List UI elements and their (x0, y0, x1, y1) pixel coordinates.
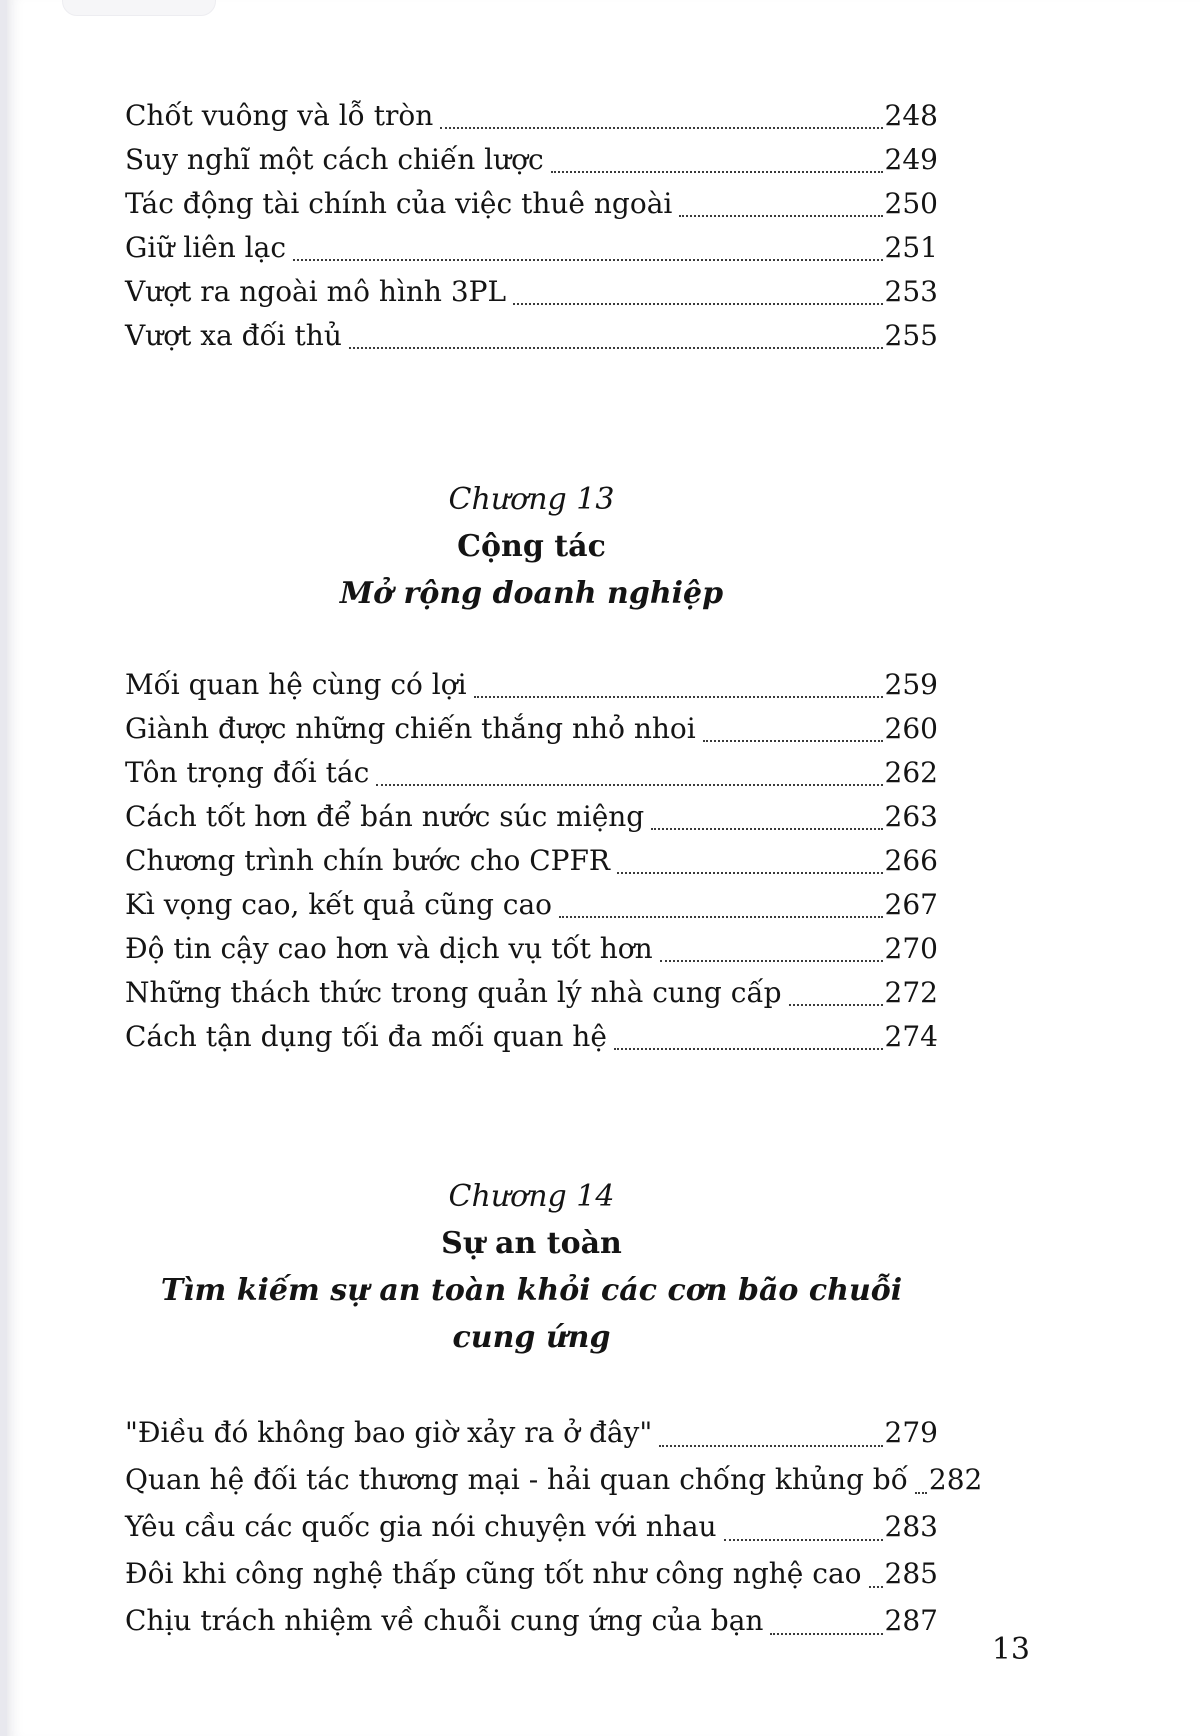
chapter-subtitle: Tìm kiếm sự an toàn khỏi các cơn bão chuỗi cung ứng (160, 1273, 903, 1355)
entry-page: 263 (884, 800, 938, 833)
entry-title: Chốt vuông và lỗ tròn (125, 99, 434, 132)
dot-leader (679, 215, 882, 217)
entry-title: Quan hệ đối tác thương mại - hải quan chống khủng bố (125, 1463, 908, 1496)
entry-title: Yêu cầu các quốc gia nói chuyện với nhau (125, 1510, 717, 1543)
dot-leader (651, 828, 882, 830)
entry-page: 249 (884, 143, 938, 176)
toc-entry (125, 663, 938, 707)
entry-page: 279 (884, 1416, 938, 1449)
dot-leader (617, 872, 883, 874)
entry-title: Giành được những chiến thắng nhỏ nhoi (125, 712, 696, 745)
chapter-title: Sự an toàn (441, 1226, 622, 1261)
dot-leader (513, 303, 882, 305)
toc-entry (125, 839, 938, 883)
entry-page: 274 (884, 1020, 938, 1053)
chapter-number: Chương 13 (448, 482, 615, 517)
toc-entry (125, 1503, 938, 1550)
entry-title: Suy nghĩ một cách chiến lược (125, 143, 544, 176)
dot-leader (440, 127, 882, 129)
dot-leader (869, 1586, 883, 1588)
entry-page: 259 (884, 668, 938, 701)
toc-entry (125, 182, 938, 226)
entry-page: 250 (884, 187, 938, 220)
entry-title: "Điều đó không bao giờ xảy ra ở đây" (125, 1416, 653, 1449)
toc-entry (125, 1015, 938, 1059)
entry-page: 260 (884, 712, 938, 745)
dot-leader (551, 171, 883, 173)
entry-page: 253 (884, 275, 938, 308)
entry-page: 255 (884, 319, 938, 352)
entry-title: Mối quan hệ cùng có lợi (125, 668, 467, 701)
entry-title: Vượt xa đối thủ (125, 319, 342, 352)
entry-title: Kì vọng cao, kết quả cũng cao (125, 888, 553, 921)
toc-entry (125, 883, 938, 927)
page-number: 13 (991, 1632, 1030, 1667)
entry-page: 270 (884, 932, 938, 965)
toc-entry (125, 226, 938, 270)
toc-entry (125, 1409, 938, 1456)
toc-entry (125, 270, 938, 314)
entry-title: Chương trình chín bước cho CPFR (125, 844, 611, 877)
entry-title: Cách tận dụng tối đa mối quan hệ (125, 1020, 607, 1053)
dot-leader (474, 696, 883, 698)
toc-entry (125, 971, 938, 1015)
dot-leader (614, 1048, 883, 1050)
toc-entry (125, 751, 938, 795)
dot-leader (349, 347, 883, 349)
toc-entry (125, 707, 938, 751)
entry-title: Vượt ra ngoài mô hình 3PL (125, 275, 507, 308)
book-page (7, 0, 1200, 1736)
chapter-subtitle: Mở rộng doanh nghiệp (339, 576, 724, 611)
chapter-number: Chương 14 (448, 1179, 615, 1214)
entry-title: Độ tin cậy cao hơn và dịch vụ tốt hơn (125, 932, 653, 965)
entry-page: 272 (884, 976, 938, 1009)
dot-leader (376, 784, 882, 786)
toc-entry (125, 1550, 938, 1597)
entry-page: 267 (884, 888, 938, 921)
toc-entry (125, 795, 938, 839)
entry-page: 251 (884, 231, 938, 264)
top-ui-pill[interactable] (62, 0, 216, 16)
dot-leader (559, 916, 883, 918)
entry-page: 285 (884, 1557, 938, 1590)
entry-title: Cách tốt hơn để bán nước súc miệng (125, 800, 645, 833)
dot-leader (770, 1633, 882, 1635)
entry-page: 262 (884, 756, 938, 789)
dot-leader (724, 1539, 883, 1541)
dot-leader (789, 1004, 883, 1006)
toc-entry (125, 94, 938, 138)
toc-entry-group (125, 94, 938, 358)
chapter-heading (125, 476, 938, 617)
entry-page: 283 (884, 1510, 938, 1543)
page-edge-strip (0, 0, 7, 1736)
toc-entry (125, 1456, 983, 1503)
toc-entry (125, 138, 938, 182)
entry-title: Đôi khi công nghệ thấp cũng tốt như công nghệ cao (125, 1557, 862, 1590)
toc-entry-group (125, 663, 938, 1059)
entry-title: Chịu trách nhiệm về chuỗi cung ứng của bạn (125, 1604, 764, 1637)
entry-title: Tôn trọng đối tác (125, 756, 370, 789)
entry-title: Giữ liên lạc (125, 231, 286, 264)
dot-leader (659, 1445, 882, 1447)
dot-leader (293, 259, 883, 261)
toc-entry (125, 1597, 938, 1644)
toc-entry (125, 314, 938, 358)
dot-leader (915, 1492, 927, 1494)
entry-page: 248 (884, 99, 938, 132)
chapter-heading (125, 1173, 938, 1361)
dot-leader (703, 740, 883, 742)
toc-entry-group (125, 1409, 983, 1644)
entry-page: 287 (884, 1604, 938, 1637)
toc-entry (125, 927, 938, 971)
entry-title: Tác động tài chính của việc thuê ngoài (125, 187, 673, 220)
entry-page: 282 (928, 1463, 983, 1496)
dot-leader (660, 960, 883, 962)
entry-title: Những thách thức trong quản lý nhà cung cấp (125, 976, 782, 1009)
entry-page: 266 (884, 844, 938, 877)
table-of-contents (125, 94, 983, 1644)
chapter-title: Cộng tác (457, 529, 606, 564)
